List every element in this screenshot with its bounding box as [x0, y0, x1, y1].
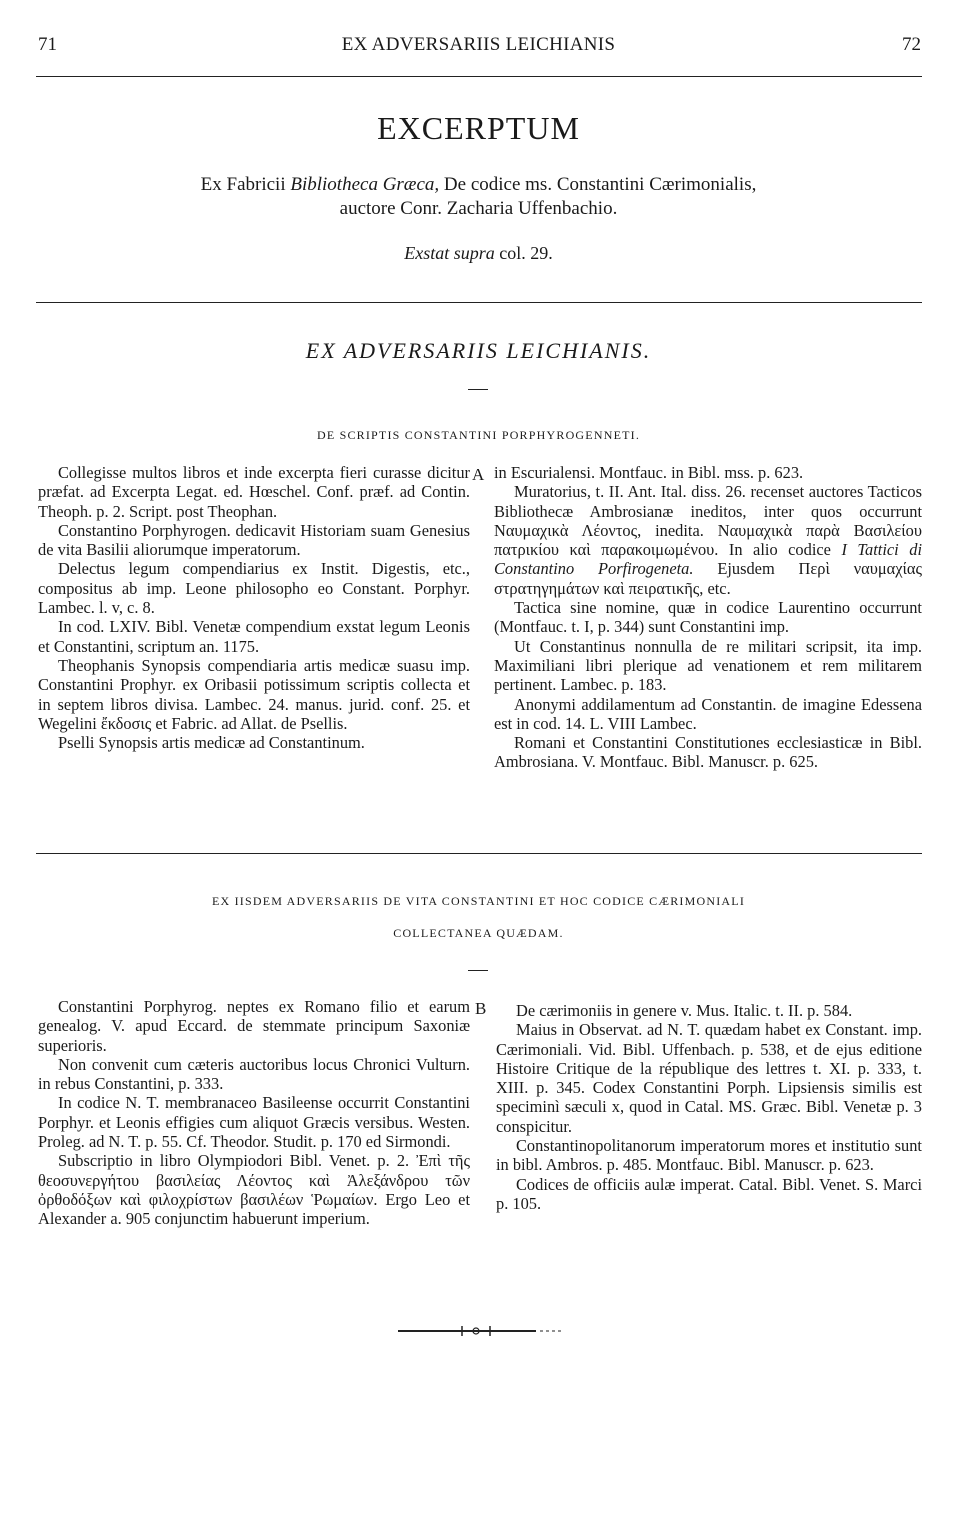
paragraph: Subscriptio in libro Olympiodori Bibl. Venet. p. 2. Ἐπὶ τῆς θεοσυνεργήτου βασιλείας Λέοντος καὶ Ἀλεξάνδρου τῶν ὀρθοδόξων καὶ φιλοχρίστων βασιλέων Ῥωμαίων. Ergo Leo et Alexander a. 905 conjunctim habuerunt imperium.: [38, 1151, 470, 1229]
heading-dash: [468, 970, 488, 971]
excerptum-author-line: auctore Conr. Zacharia Uffenbachio.: [339, 198, 618, 219]
page-number-left: 71: [38, 34, 57, 55]
paragraph: Constantinopolitanorum imperatorum mores et institutio sunt in bibl. Ambros. p. 485. Montfauc. Bibl. Manuscr. p. 623.: [496, 1136, 922, 1175]
paragraph: Constantino Porphyrogen. dedicavit Historiam suam Genesius de vita Basilii aliorumque imperatorum.: [38, 520, 470, 560]
paragraph: Non convenit cum cæteris auctoribus locus Chronici Vulturn. in rebus Constantini, p. 333.: [38, 1054, 470, 1094]
header-rule: [36, 76, 922, 77]
paragraph: In cod. LXIV. Bibl. Venetæ compendium exstat legum Leonis et Constantini, scriptum an. 1175.: [38, 617, 470, 656]
section-subheading: DE SCRIPTIS CONSTANTINI PORPHYROGENNETI.: [316, 428, 641, 442]
section-heading: EX ADVERSARIIS LEICHIANIS.: [305, 338, 652, 363]
section2-heading: EX IISDEM ADVERSARIIS DE VITA CONSTANTINI ET HOC CODICE CÆRIMONIALI: [211, 894, 746, 908]
source-text-tail: De codice ms. Constantini Cærimonialis,: [439, 174, 757, 195]
paragraph: Tactica sine nomine, quæ in codice Laurentino occurrunt (Montfauc. t. I, p. 344) sunt Constantini imp.: [494, 598, 922, 637]
section-rule-top: [36, 302, 922, 303]
paragraph-tail: Ejusdem Περὶ ναυμαχίας στρατηγημάτων καὶ πειρατικῆς, etc.: [494, 559, 922, 598]
paragraph: Constantini Porphyrog. neptes ex Romano filio et earum genealog. V. apud Eccard. de stemmate principum Saxoniæ superioris.: [38, 997, 470, 1055]
source-text: Ex Fabricii: [200, 174, 291, 195]
paragraph: De cærimoniis in genere v. Mus. Italic. t. II. p. 584.: [516, 1001, 853, 1020]
paragraph: Delectus legum compendiarius ex Instit. Digestis, etc., compositus ab imp. Leone philosopho eo Constant. Porphyr. Lambec. l. v, c. 8.: [38, 559, 470, 618]
paragraph-italic: I Tattici di Constantino Porfirogeneta.: [494, 540, 922, 579]
heading-dash: [468, 389, 488, 390]
paragraph: Romani et Constantini Constitutiones ecclesiasticæ in Bibl. Ambrosiana. V. Montfauc. Bibl. Manuscr. p. 625.: [494, 733, 922, 772]
paragraph: Theophanis Synopsis compendiaria artis medicæ suasu imp. Constantini Prophyr. ex Oribasii potissimum scriptis collecta et in septem libros divisa. Lambec. 24. manus. jurid. conf. 25. et Wegelini ἔκδοσις et Fabric. ad Allat. de Psellis.: [38, 655, 470, 733]
margin-mark-a: A: [472, 465, 485, 484]
ornament-icon: [396, 1324, 566, 1338]
excerptum-title: EXCERPTUM: [377, 110, 580, 146]
paragraph: Collegisse multos libros et inde excerpta fieri curasse dicitur præfat. ad Excerpta Legat. ed. Hœschel. Conf. præf. ad Contin. Theoph. p. 2. Script. post Theophan.: [38, 463, 470, 521]
source-italic: Bibliotheca Græca,: [290, 174, 440, 195]
column-right: [494, 463, 922, 772]
margin-mark-b: B: [475, 999, 487, 1018]
paragraph: in Escurialensi. Montfauc. in Bibl. mss. p. 623.: [494, 463, 804, 482]
excerptum-source-line: [0, 171, 957, 198]
column-left: [38, 997, 470, 1229]
paragraph: Pselli Synopsis artis medicæ ad Constantinum.: [58, 733, 365, 753]
paragraph: Maius in Observat. ad N. T. quædam habet ex Constant. imp. Cærimoniali. Vid. Bibl. Uffenbach. p. 538, et de ejus editione Histoire Critique de la république des lettres t. XI. p. 333, t. XIII. p. 345. Codex Constantini Porph. Lipsiensis similis est speciminì sæculi x, quod in Catal. MS. Græc. Bibl. Venetæ p. 3 conspicitur.: [496, 1020, 922, 1136]
exstat-reference: [0, 243, 957, 264]
paragraph: In codice N. T. membranaceo Basileense occurrit Constantini Porphyr. et Leonis effigies cum aliquot Græcis versibus. Westen. Proleg. ad N. T. p. 55. Cf. Theodor. Studit. p. 170 ed Sirmondi.: [38, 1093, 470, 1152]
paragraph: Ut Constantinus nonnulla de re militari scripsit, ita imp. Maximiliani libri plerique ad venationem et rem militarem pertinent. Lambec. p. 183.: [494, 636, 922, 695]
exstat-italic: Exstat supra: [404, 243, 495, 263]
exstat-col: col. 29.: [494, 243, 553, 263]
column-right: [496, 1001, 922, 1213]
paragraph: [494, 482, 922, 598]
section2-heading-line2: COLLECTANEA QUÆDAM.: [393, 926, 564, 940]
paragraph-text: Muratorius, t. II. Ant. Ital. diss. 26. recenset auctores Tacticos Bibliothecæ Ambrosianæ ineditos, inter quos occurrunt Ναυμαχικὰ Λέοντος, inedita. Ναυμαχικὰ παρὰ Βασιλείου πατρικίου καὶ παρακοιμωμένου. In alio codice: [494, 482, 922, 560]
section-rule-mid: [36, 853, 922, 854]
running-head: EX ADVERSARIIS LEICHIANIS: [341, 34, 616, 55]
page-number-right: 72: [902, 34, 921, 55]
paragraph: Anonymi addilamentum ad Constantin. de imagine Edessena est in cod. 14. L. VIII Lambec.: [494, 694, 922, 733]
column-left: [38, 463, 470, 752]
paragraph: Codices de officiis aulæ imperat. Catal. Bibl. Venet. S. Marci p. 105.: [496, 1174, 922, 1213]
